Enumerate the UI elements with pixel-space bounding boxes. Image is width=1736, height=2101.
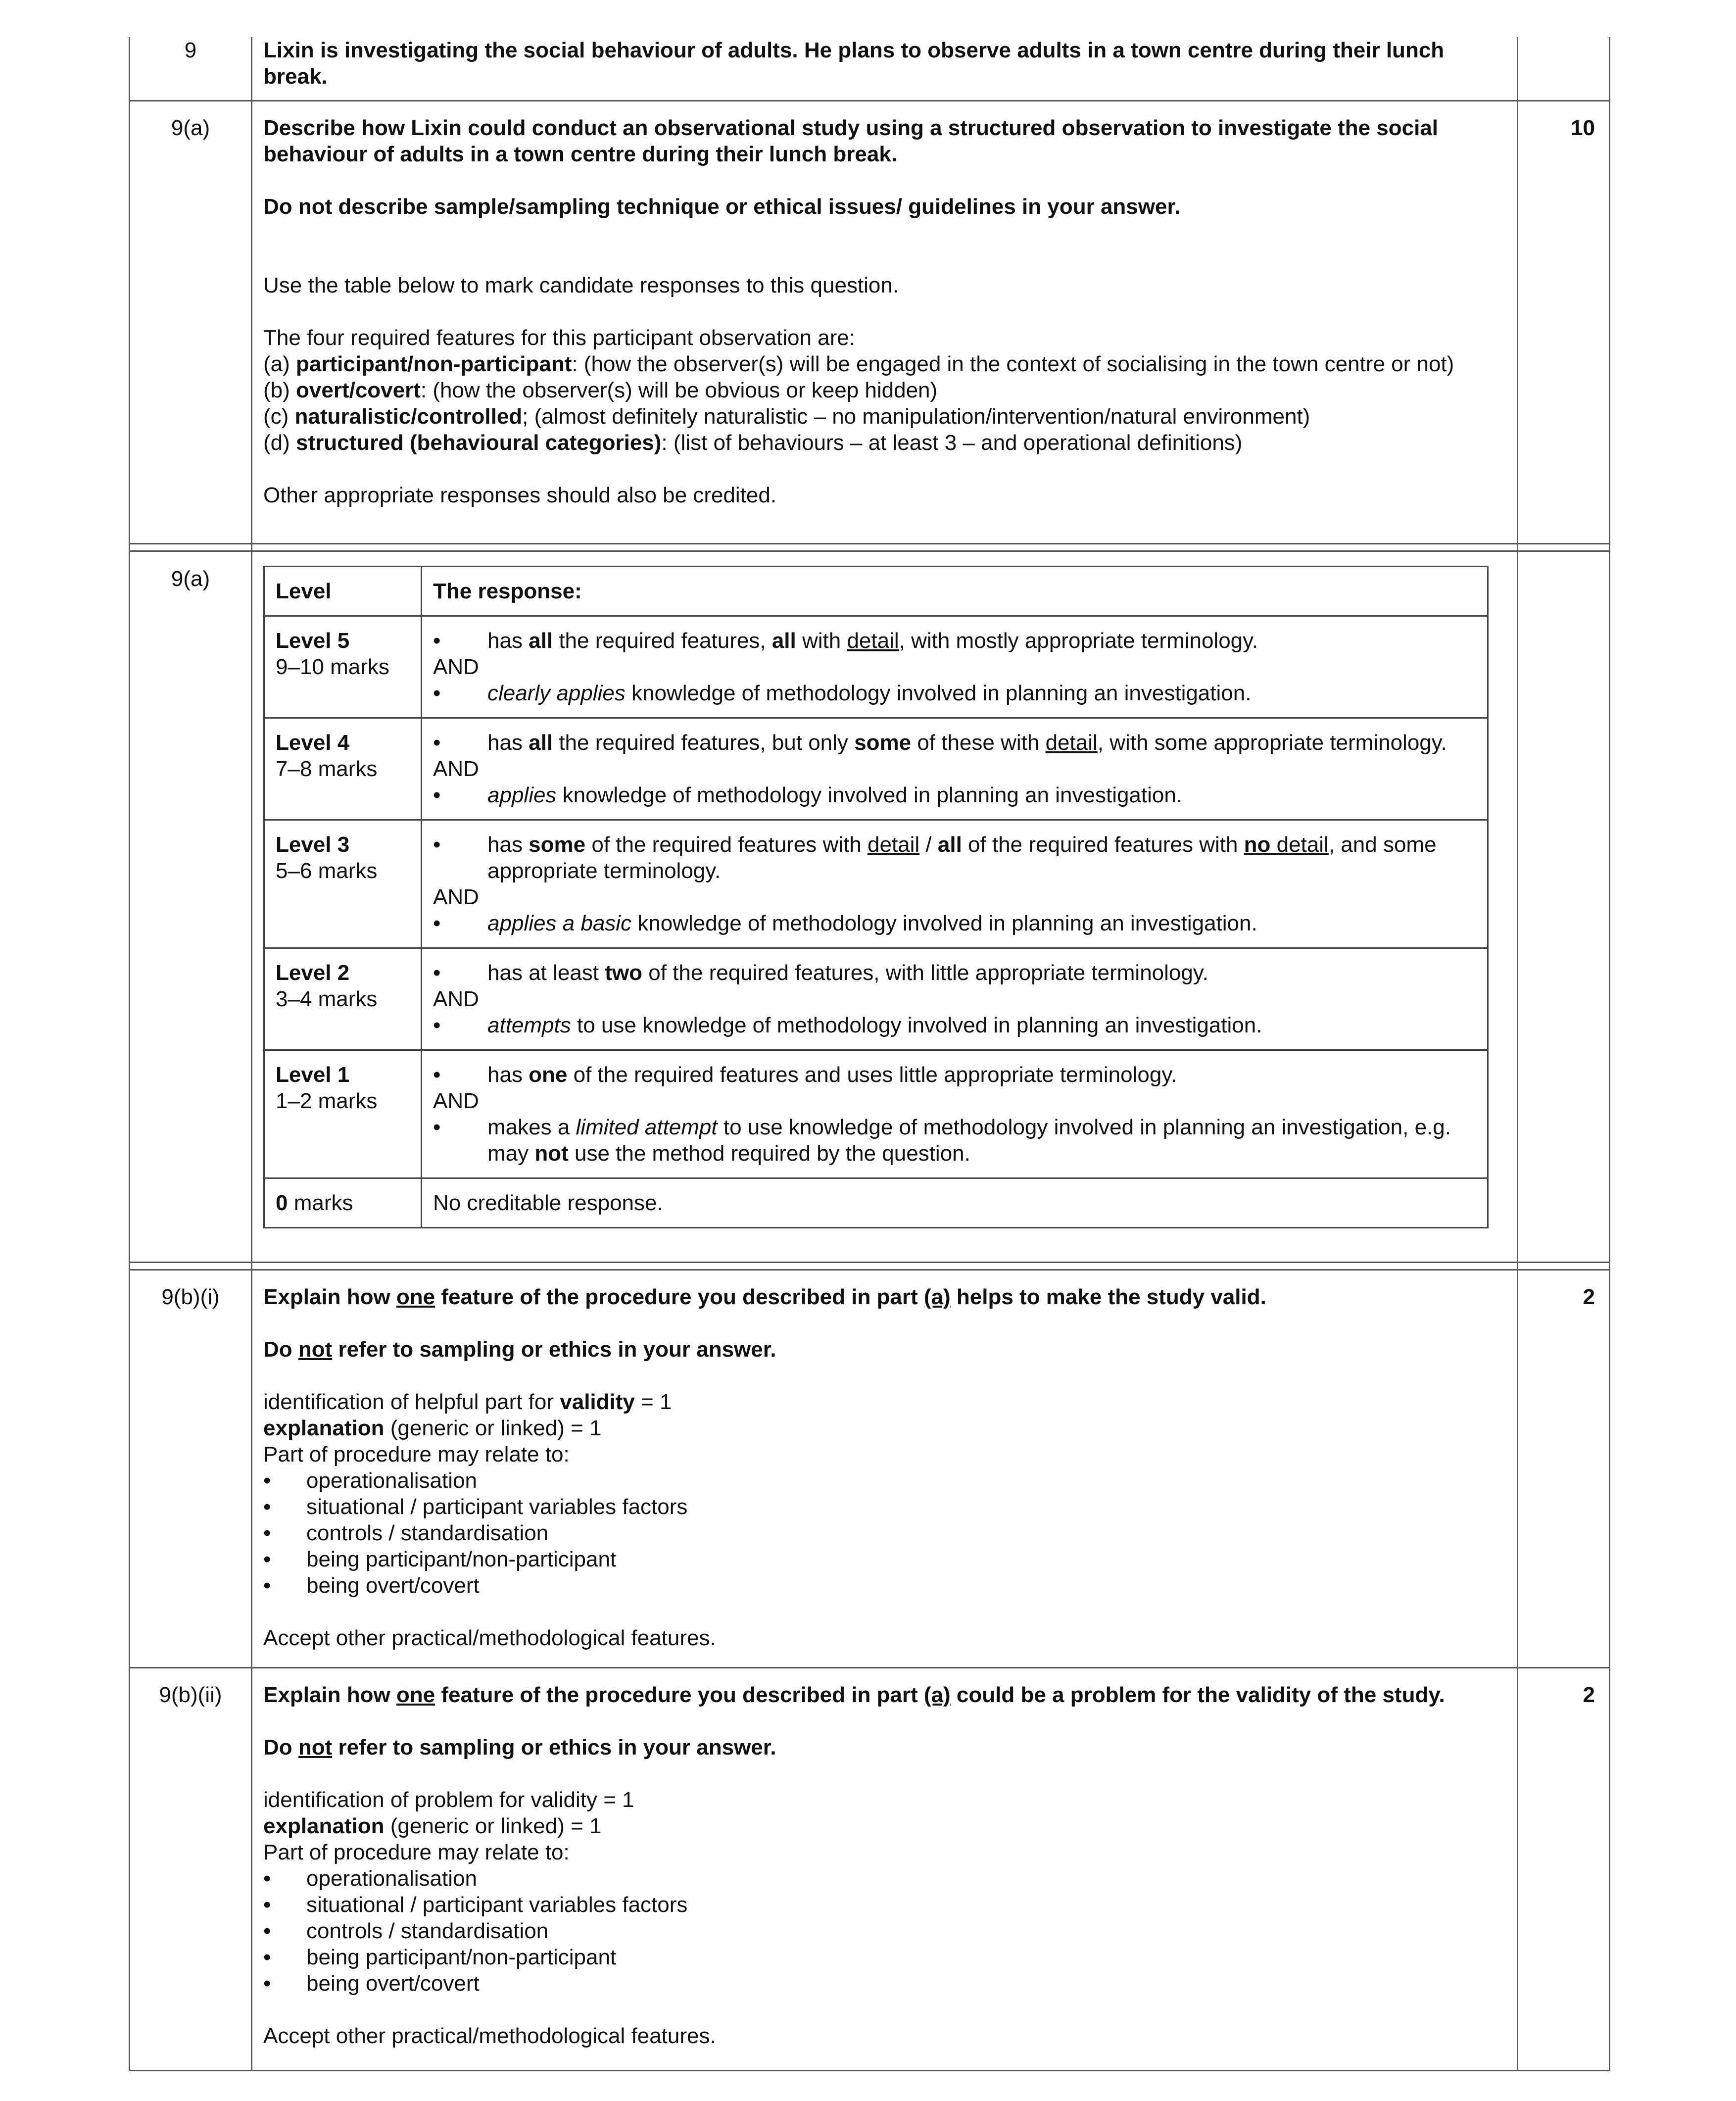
question-9bi-content: [263, 1284, 1495, 1651]
accept-note: Accept other practical/methodological features.: [263, 2024, 716, 2048]
table-row: [264, 616, 1488, 718]
mark-allocation: identification of helpful part for validity = 1: [263, 1390, 672, 1414]
outer-border-right: [1609, 37, 1610, 2071]
feature-item: (a) participant/non-participant: (how the observer(s) will be engaged in the context of socialising in the town centre or not): [263, 352, 1454, 376]
and-label: AND: [433, 987, 479, 1011]
accept-note: Accept other practical/methodological features.: [263, 1626, 716, 1650]
list-item: • clearly applies knowledge of methodology involved in planning an investigation.: [433, 680, 1477, 706]
marking-guidance: Use the table below to mark candidate responses to this question.: [263, 273, 899, 297]
table-row: [264, 718, 1488, 820]
list-item: • has one of the required features and uses little appropriate terminology.: [433, 1062, 1477, 1088]
table-row: [264, 1178, 1488, 1228]
level-cell: Level 4 7–8 marks: [264, 718, 422, 820]
outer-border-bottom: [130, 2070, 1609, 2071]
feature-item: (b) overt/covert: (how the observer(s) will be obvious or keep hidden): [263, 378, 938, 402]
list-item: • being overt/covert: [263, 1572, 1495, 1599]
list-item: • being overt/covert: [263, 1970, 1495, 1997]
header-response: The response:: [422, 567, 1488, 616]
level-cell: Level 1 1–2 marks: [264, 1050, 422, 1178]
question-number: 9(a): [171, 567, 210, 591]
question-number: 9(b)(i): [161, 1285, 220, 1309]
response-cell: [422, 820, 1488, 948]
list-item: • being participant/non-participant: [263, 1944, 1495, 1970]
row-divider: [130, 550, 1609, 552]
instruction-text: Do not refer to sampling or ethics in your answer.: [263, 1337, 776, 1362]
mark-allocation: identification of problem for validity = 1: [263, 1788, 634, 1812]
row-divider: [130, 1667, 1609, 1668]
header-level: Level: [264, 567, 422, 616]
column-divider-num: [251, 37, 252, 2071]
and-label: AND: [433, 655, 479, 679]
relate-intro: Part of procedure may relate to:: [263, 1840, 570, 1864]
list-item: • makes a limited attempt to use knowledge of methodology involved in planning an investigation, e.g. may not use the method required by the question.: [433, 1114, 1477, 1167]
mark-allocation: explanation (generic or linked) = 1: [263, 1416, 602, 1440]
other-responses-note: Other appropriate responses should also be credited.: [263, 483, 777, 507]
row-divider: [130, 543, 1609, 544]
response-cell: [422, 616, 1488, 718]
row-divider: [130, 100, 1609, 101]
marks-value: 2: [1583, 1683, 1595, 1707]
table-row: [264, 1050, 1488, 1178]
instruction-text: Do not describe sample/sampling technique or ethical issues/ guidelines in your answer.: [263, 195, 1181, 219]
table-row: [264, 948, 1488, 1050]
list-item: • situational / participant variables factors: [263, 1892, 1495, 1918]
levels-table: [263, 566, 1489, 1228]
list-item: • has all the required features, but only some of these with detail, with some appropriate terminology.: [433, 730, 1477, 756]
list-item: • being participant/non-participant: [263, 1546, 1495, 1572]
list-item: • controls / standardisation: [263, 1918, 1495, 1944]
instruction-text: Do not refer to sampling or ethics in your answer.: [263, 1735, 776, 1759]
question-text: Describe how Lixin could conduct an observational study using a structured observation to investigate the social behaviour of adults in a town centre during their lunch break.: [263, 116, 1439, 166]
level-cell: 0 marks: [264, 1178, 422, 1228]
and-label: AND: [433, 1089, 479, 1113]
row-divider: [130, 1262, 1609, 1263]
column-divider-marks: [1517, 37, 1518, 2071]
feature-item: (d) structured (behavioural categories): (list of behaviours – at least 3 – and operational definitions): [263, 431, 1243, 455]
list-item: • attempts to use knowledge of methodology involved in planning an investigation.: [433, 1012, 1477, 1038]
list-item: • applies a basic knowledge of methodology involved in planning an investigation.: [433, 910, 1477, 936]
question-text: Explain how one feature of the procedure you described in part (a) could be a problem for the validity of the study.: [263, 1683, 1445, 1707]
marks-value: 2: [1583, 1285, 1595, 1309]
features-intro: The four required features for this participant observation are:: [263, 326, 855, 350]
table-row: [264, 820, 1488, 948]
row-divider: [130, 1269, 1609, 1270]
level-cell: Level 3 5–6 marks: [264, 820, 422, 948]
question-stem: Lixin is investigating the social behaviour of adults. He plans to observe adults in a town centre during their lunch break.: [263, 38, 1445, 89]
question-9bii-content: [263, 1682, 1495, 2049]
outer-border-left: [129, 37, 130, 2071]
list-item: • has all the required features, all with detail, with mostly appropriate terminology.: [433, 628, 1477, 654]
response-cell: [422, 948, 1488, 1050]
response-cell: [422, 1050, 1488, 1178]
list-item: • operationalisation: [263, 1865, 1495, 1892]
feature-item: (c) naturalistic/controlled; (almost definitely naturalistic – no manipulation/intervention/natural environment): [263, 404, 1310, 429]
list-item: • applies knowledge of methodology involved in planning an investigation.: [433, 782, 1477, 808]
list-item: • controls / standardisation: [263, 1520, 1495, 1546]
response-cell: [422, 718, 1488, 820]
question-9a-content: [263, 115, 1495, 508]
question-number: 9(b)(ii): [159, 1683, 222, 1707]
response-cell: No creditable response.: [422, 1178, 1488, 1228]
relate-intro: Part of procedure may relate to:: [263, 1442, 570, 1466]
level-cell: Level 5 9–10 marks: [264, 616, 422, 718]
list-item: • has some of the required features with detail / all of the required features with no detail, and some appropriate terminology.: [433, 831, 1477, 884]
level-cell: Level 2 3–4 marks: [264, 948, 422, 1050]
table-header-row: [264, 567, 1488, 616]
question-text: Explain how one feature of the procedure you described in part (a) helps to make the study valid.: [263, 1285, 1266, 1309]
mark-allocation: explanation (generic or linked) = 1: [263, 1814, 602, 1838]
question-number: 9: [184, 38, 197, 62]
list-item: • operationalisation: [263, 1467, 1495, 1494]
list-item: • situational / participant variables factors: [263, 1494, 1495, 1520]
and-label: AND: [433, 885, 479, 909]
marks-value: 10: [1571, 116, 1595, 140]
list-item: • has at least two of the required features, with little appropriate terminology.: [433, 960, 1477, 986]
question-number: 9(a): [171, 116, 210, 140]
and-label: AND: [433, 757, 479, 781]
